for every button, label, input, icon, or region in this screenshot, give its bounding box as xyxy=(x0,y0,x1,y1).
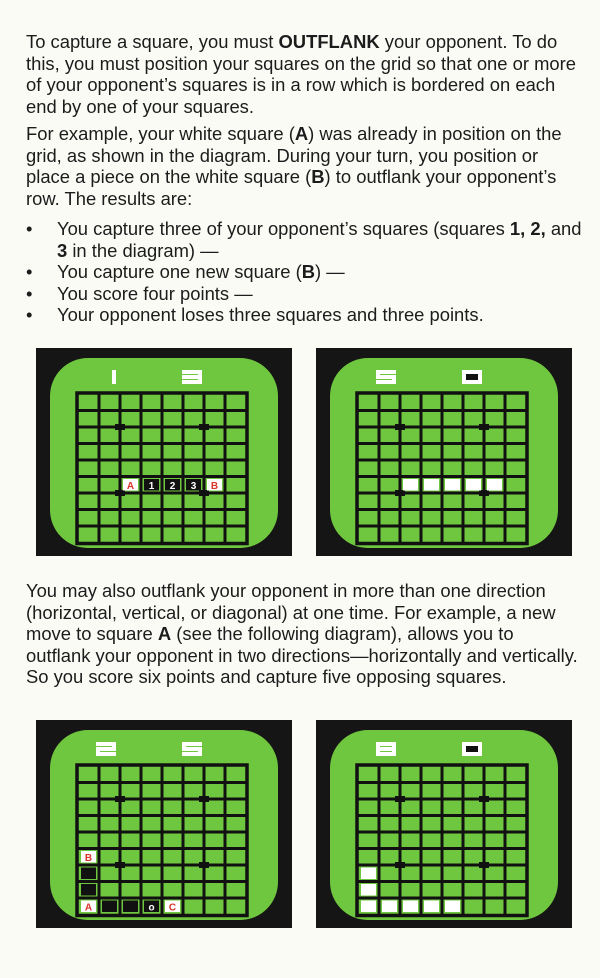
text-run: in the diagram) — xyxy=(67,239,219,261)
tv-screen xyxy=(50,358,278,548)
emphasis-text: A xyxy=(157,623,172,645)
white-piece xyxy=(403,901,418,913)
star-marker xyxy=(479,424,489,430)
text-run: ) to outflank your opponent’s row. The results are: xyxy=(26,166,557,209)
score-digit xyxy=(182,742,202,757)
star-marker xyxy=(395,424,405,430)
result-item xyxy=(26,283,586,305)
emphasis-text: B xyxy=(311,166,325,188)
white-piece xyxy=(466,479,481,491)
white-piece xyxy=(382,901,397,913)
star-marker xyxy=(395,490,405,496)
tv-screen-diagram-1 xyxy=(36,348,292,556)
paragraph-multi-direction xyxy=(26,580,582,688)
piece-label: C xyxy=(168,902,177,914)
text-run: You score four points — xyxy=(57,282,253,304)
black-piece xyxy=(102,901,117,913)
white-piece xyxy=(445,479,460,491)
white-piece xyxy=(361,901,376,913)
piece-label: B xyxy=(210,480,219,492)
white-piece xyxy=(424,479,439,491)
paragraph-example xyxy=(26,123,582,209)
star-marker xyxy=(115,796,125,802)
emphasis-text: 3 xyxy=(57,239,68,261)
text-run: ) was already in position on the grid, as shown in the diagram. During your turn, you position or place a piece on the white square ( xyxy=(26,123,562,188)
score-digit xyxy=(96,742,116,757)
text-run: You may also outflank your opponent in more than one direction (horizontal, vertical, or diagonal) at one time. For example, a new move to square xyxy=(26,580,556,645)
tv-screen-diagram-4 xyxy=(316,720,572,928)
emphasis-text: 1, 2, xyxy=(509,218,546,239)
white-piece xyxy=(424,901,439,913)
tv-screen-svg xyxy=(316,720,572,928)
result-item xyxy=(26,218,586,261)
star-marker xyxy=(199,424,209,430)
text-run: You capture one new square ( xyxy=(57,261,302,283)
white-piece xyxy=(445,901,460,913)
text-run: ) — xyxy=(314,261,345,283)
star-marker xyxy=(115,862,125,868)
star-marker xyxy=(199,490,209,496)
star-marker xyxy=(115,424,125,430)
score-digit xyxy=(182,370,202,385)
emphasis-text: B xyxy=(301,261,315,283)
piece-label: o xyxy=(148,902,155,914)
text-run: and xyxy=(545,218,582,239)
paragraph-outflank-rule xyxy=(26,31,582,117)
black-piece xyxy=(81,884,96,896)
result-item xyxy=(26,304,586,326)
text-run: To capture a square, you must xyxy=(26,31,279,52)
result-item xyxy=(26,261,586,283)
star-marker xyxy=(199,796,209,802)
star-marker xyxy=(479,862,489,868)
piece-label: A xyxy=(126,480,135,492)
text-run: (see the following diagram), allows you to outflank your opponent in two directions—horizontally and vertically. So you score six points and capture five opposing squares. xyxy=(26,623,578,688)
star-marker xyxy=(115,490,125,496)
star-marker xyxy=(395,862,405,868)
score-digit xyxy=(462,370,482,385)
score-digit xyxy=(376,742,396,757)
score-digit xyxy=(376,370,396,385)
emphasis-text: OUTFLANK xyxy=(278,31,380,52)
white-piece xyxy=(403,479,418,491)
tv-screen xyxy=(330,358,558,548)
white-piece xyxy=(361,884,376,896)
star-marker xyxy=(199,862,209,868)
tv-screen-svg xyxy=(36,720,292,928)
black-piece xyxy=(81,868,96,880)
text-run: For example, your white square ( xyxy=(26,123,295,144)
text-run: Your opponent loses three squares and three points. xyxy=(57,304,484,326)
score-digit xyxy=(462,742,482,757)
tv-screen-svg xyxy=(36,348,292,556)
piece-label: 2 xyxy=(169,480,176,492)
emphasis-text: A xyxy=(294,123,309,144)
tv-screen-diagram-2 xyxy=(316,348,572,556)
tv-screen-diagram-3 xyxy=(36,720,292,928)
star-marker xyxy=(395,796,405,802)
star-marker xyxy=(479,796,489,802)
black-piece xyxy=(123,901,138,913)
white-piece xyxy=(361,868,376,880)
text-run: You capture three of your opponent’s squares (squares xyxy=(57,218,510,239)
tv-screen-svg xyxy=(316,348,572,556)
piece-label: 3 xyxy=(190,480,197,492)
white-piece xyxy=(487,479,502,491)
star-marker xyxy=(479,490,489,496)
piece-label: B xyxy=(84,852,93,864)
piece-label: A xyxy=(84,902,93,914)
text-run: your opponent. To do this, you must position your squares on the grid so that one or more of your opponent’s squares is in a row which is bordered on each end by one of your squares. xyxy=(26,31,576,117)
piece-label: 1 xyxy=(148,480,155,492)
results-list xyxy=(26,218,586,326)
